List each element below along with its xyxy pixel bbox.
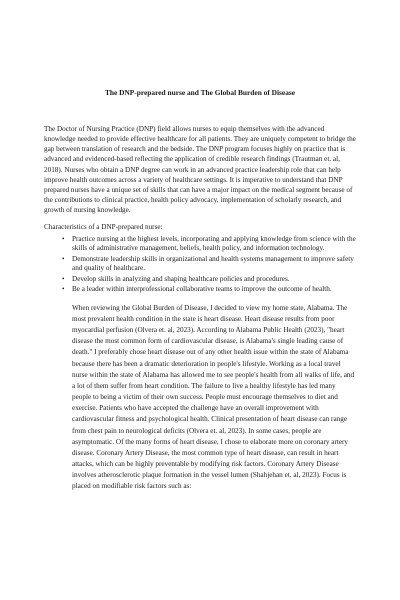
list-item: • Practice nursing at the highest levels, incorporating and applying knowledge from science with the skills of administrative management, beliefs, health policy, and information technology. [62,235,356,254]
characteristics-list [44,235,356,295]
list-item: • Demonstrate leadership skills in organizational and health systems management to improve safety and quality of healthcare. [62,255,356,274]
characteristics-label: Characteristics of a DNP-prepared nurse: [44,222,163,231]
body-paragraph: When reviewing the Global Burden of Disease, I decided to view my home state, Alabama. The most prevalent health condition in the state is heart disease. Heart disease results from poor myocardial perfusion (Olvera et. al, 2023). According to Alabama Public Health (2023), "heart disease the most common form of cardiovascular disease, is Alabama's single leading cause of death." I preferably chose heart disease out of any other health issue within the state of Alabama because there has been a dramatic deterioration in people's lifestyle. Working as a local travel nurse within the state of Alabama has allowed me to see people's health from all walks of life, and a lot of them suffer from heart condition. The failure to live a healthy lifestyle has led many people to being a victim of their own success. People must encourage themselves to diet and exercise. Patients who have accepted the challenge have an overall improvement with cardiovascular fitness and psychological health. Clinical presentation of heart disease can range from chest pain to neurological deficits (Olvera et. al, 2023). In some cases, people are asymptomatic. Of the many forms of heart disease, I chose to elaborate more on coronary artery disease. Coronary Artery Disease, the most common type of heart disease, can result in heart attacks, which can be highly preventable by modifying risk factors. Coronary Artery Disease involves atherosclerotic plaque formation in the vessel lumen (Shahjehan et. al, 2023). Focus is placed on modifiable risk factors such as: [72,303,355,491]
list-item: • Develop skills in analyzing and shaping healthcare policies and procedures. [62,275,356,285]
document-title: The DNP-prepared nurse and The Global Burden of Disease [104,88,296,97]
intro-paragraph: The Doctor of Nursing Practice (DNP) field allows nurses to equip themselves with the advanced knowledge needed to provide effective healthcare for all patients. They are uniquely competent to bridge the gap between translation of research and the bedside. The DNP program focuses highly on practice that is advanced and evidenced-based reflecting the application of credible research findings (Trautman et. al, 2018). Nurses who obtain a DNP degree can work in an advanced practice leadership role that can help improve health outcomes across a variety of healthcare settings. It is imperative to understand that DNP prepared nurses have a unique set of skills that can have a major impact on the medical segment because of the contributions to clinical practice, health policy advocacy, implementation of scholarly research, and growth of nursing knowledge. [44,124,356,215]
list-item: • Be a leader within interprofessional collaborative teams to improve the outcome of health. [62,285,356,295]
